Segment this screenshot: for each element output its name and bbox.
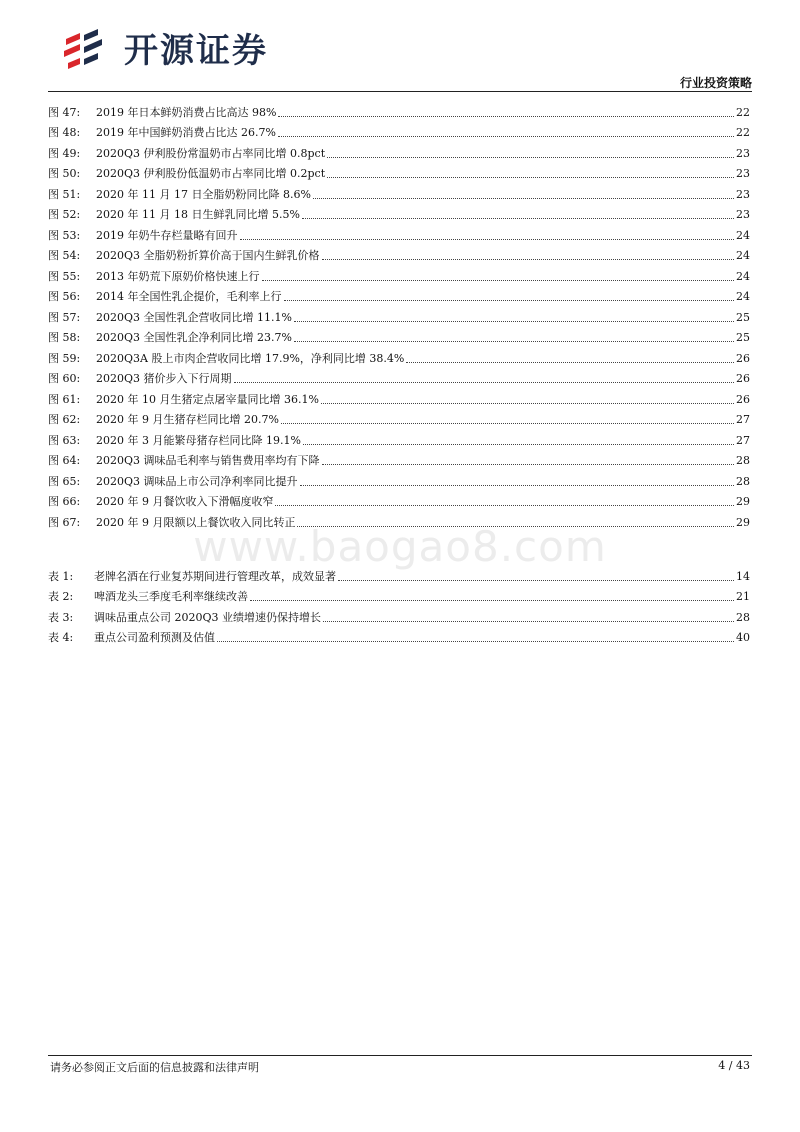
toc-entry-title: 2019 年中国鲜奶消费占比达 26.7% xyxy=(96,126,276,139)
toc-entry-title: 2019 年日本鲜奶消费占比高达 98% xyxy=(96,105,277,119)
figure-toc-entry[interactable] xyxy=(48,99,750,120)
toc-entry-page: 24 xyxy=(736,249,750,262)
toc-dot-leader xyxy=(338,580,734,581)
toc-entry-title: 2020 年 11 月 17 日全脂奶粉同比降 8.6% xyxy=(96,187,311,201)
toc-entry-label: 图 55: xyxy=(48,269,81,283)
toc-entry-label: 图 48: xyxy=(48,126,81,139)
toc-entry-page: 26 xyxy=(736,351,750,365)
toc-dot-leader xyxy=(300,485,734,486)
toc-entry-label: 图 66: xyxy=(48,495,81,508)
toc-entry-page: 28 xyxy=(736,474,750,488)
table-toc-entry[interactable] xyxy=(48,625,750,646)
toc-dot-leader xyxy=(250,600,734,601)
toc-entry-page: 26 xyxy=(736,392,750,406)
toc-entry-page: 23 xyxy=(736,167,750,180)
toc-dot-leader xyxy=(302,218,734,219)
toc-entry-page: 28 xyxy=(736,454,750,467)
toc-dot-leader xyxy=(262,280,735,281)
toc-entry-title: 2020Q3 全国性乳企营收同比增 11.1% xyxy=(96,310,292,324)
toc-dot-leader xyxy=(327,177,734,178)
toc-dot-leader xyxy=(281,423,734,424)
toc-entry-page: 27 xyxy=(736,413,750,426)
toc-entry-label: 图 63: xyxy=(48,433,81,447)
toc-entry-label: 图 62: xyxy=(48,413,81,426)
toc-dot-leader xyxy=(275,505,734,506)
toc-entry-label: 图 60: xyxy=(48,372,81,385)
page-number: 4 / 43 xyxy=(718,1059,750,1072)
toc-entry-label: 图 64: xyxy=(48,454,81,467)
toc-entry-label: 图 58: xyxy=(48,331,81,344)
toc-entry-page: 26 xyxy=(736,372,750,385)
toc-entry-page: 22 xyxy=(736,126,750,139)
toc-entry-label: 图 61: xyxy=(48,392,81,406)
toc-entry-title: 老牌名酒在行业复苏期间进行管理改革，成效显著 xyxy=(94,569,336,583)
figure-toc-entry[interactable] xyxy=(48,263,750,284)
toc-entry-label: 图 67: xyxy=(48,515,81,529)
toc-entry-title: 调味品重点公司 2020Q3 业绩增速仍保持增长 xyxy=(94,610,322,624)
toc-dot-leader xyxy=(278,116,734,117)
toc-entry-label: 图 56: xyxy=(48,290,81,303)
toc-entry-label: 图 51: xyxy=(48,187,81,201)
toc-entry-label: 图 59: xyxy=(48,351,81,365)
toc-entry-title: 重点公司盈利预测及估值 xyxy=(94,631,215,644)
toc-entry-label: 表 3: xyxy=(48,610,74,624)
toc-entry-label: 图 50: xyxy=(48,167,81,180)
toc-entry-label: 图 52: xyxy=(48,208,81,221)
toc-entry-label: 图 49: xyxy=(48,146,81,160)
toc-dot-leader xyxy=(294,341,734,342)
figure-toc-entry[interactable] xyxy=(48,202,750,223)
figure-toc-entry[interactable] xyxy=(48,427,750,448)
toc-entry-page: 25 xyxy=(736,331,750,344)
toc-dot-leader xyxy=(240,239,735,240)
toc-dot-leader xyxy=(284,300,735,301)
toc-entry-page: 24 xyxy=(736,269,750,283)
toc-entry-title: 2020Q3 全脂奶粉折算价高于国内生鲜乳价格 xyxy=(96,249,320,262)
toc-entry-label: 图 53: xyxy=(48,228,81,242)
toc-entry-title: 2020Q3 猪价步入下行周期 xyxy=(96,372,232,385)
toc-dot-leader xyxy=(217,641,734,642)
footer-divider xyxy=(48,1055,752,1056)
toc-entry-label: 图 47: xyxy=(48,105,81,119)
toc-entry-title: 2020 年 11 月 18 日生鲜乳同比增 5.5% xyxy=(96,208,300,221)
toc-entry-page: 40 xyxy=(736,631,750,644)
table-toc-entry[interactable] xyxy=(48,584,750,605)
toc-entry-title: 2020 年 9 月生猪存栏同比增 20.7% xyxy=(96,413,279,426)
logo-text: 开源证券 xyxy=(124,30,268,71)
figure-toc-entry[interactable] xyxy=(48,386,750,407)
toc-entry-page: 21 xyxy=(736,590,750,603)
toc-entry-title: 啤酒龙头三季度毛利率继续改善 xyxy=(94,590,248,603)
figure-toc-entry[interactable] xyxy=(48,222,750,243)
toc-dot-leader xyxy=(234,382,734,383)
toc-entry-title: 2019 年奶牛存栏量略有回升 xyxy=(96,228,238,242)
logo-mark-icon xyxy=(62,25,114,69)
figure-toc-entry[interactable] xyxy=(48,304,750,325)
table-toc-entry[interactable] xyxy=(48,604,750,625)
toc-entry-page: 22 xyxy=(736,105,750,119)
toc-entry-label: 图 57: xyxy=(48,310,81,324)
figure-toc-entry[interactable] xyxy=(48,489,750,510)
toc-entry-page: 29 xyxy=(736,495,750,508)
figure-toc-entry[interactable] xyxy=(48,243,750,264)
figure-toc-entry[interactable] xyxy=(48,284,750,305)
figure-toc-entry[interactable] xyxy=(48,140,750,161)
toc-dot-leader xyxy=(294,321,734,322)
figure-toc-entry[interactable] xyxy=(48,161,750,182)
toc-entry-title: 2020 年 9 月限额以上餐饮收入同比转正 xyxy=(96,515,296,529)
company-logo xyxy=(62,24,268,70)
toc-dot-leader xyxy=(321,403,734,404)
toc-entry-page: 24 xyxy=(736,228,750,242)
toc-entry-title: 2020Q3 伊利股份常温奶市占率同比增 0.8pct xyxy=(96,146,326,160)
toc-entry-page: 23 xyxy=(736,187,750,201)
toc-dot-leader xyxy=(303,444,734,445)
toc-entry-title: 2020Q3 调味品毛利率与销售费用率均有下降 xyxy=(96,454,320,467)
toc-entry-label: 表 4: xyxy=(48,631,74,644)
figure-toc-entry[interactable] xyxy=(48,120,750,141)
toc-entry-page: 23 xyxy=(736,146,750,160)
toc-dot-leader xyxy=(278,136,734,137)
toc-entry-title: 2020 年 10 月生猪定点屠宰量同比增 36.1% xyxy=(96,392,319,406)
toc-entry-title: 2020Q3 调味品上市公司净利率同比提升 xyxy=(96,474,298,488)
figure-toc-entry[interactable] xyxy=(48,468,750,489)
toc-dot-leader xyxy=(327,157,734,158)
toc-entry-title: 2020Q3A 股上市肉企营收同比增 17.9%，净利同比增 38.4% xyxy=(96,351,405,365)
toc-entry-title: 2020 年 3 月能繁母猪存栏同比降 19.1% xyxy=(96,433,301,447)
header-divider xyxy=(48,91,752,92)
toc-entry-title: 2013 年奶荒下原奶价格快速上行 xyxy=(96,269,260,283)
toc-entry-page: 29 xyxy=(736,515,750,529)
toc-entry-page: 27 xyxy=(736,433,750,447)
toc-entry-label: 表 2: xyxy=(48,590,74,603)
toc-entry-label: 图 65: xyxy=(48,474,81,488)
figure-toc xyxy=(48,99,750,530)
table-toc xyxy=(48,563,750,645)
toc-entry-title: 2020 年 9 月餐饮收入下滑幅度收窄 xyxy=(96,495,274,508)
toc-entry-page: 25 xyxy=(736,310,750,324)
toc-dot-leader xyxy=(323,621,734,622)
figure-toc-entry[interactable] xyxy=(48,366,750,387)
figure-toc-entry[interactable] xyxy=(48,407,750,428)
toc-entry-title: 2020Q3 全国性乳企净利同比增 23.7% xyxy=(96,331,292,344)
toc-entry-page: 28 xyxy=(736,610,750,624)
toc-entry-title: 2020Q3 伊利股份低温奶市占率同比增 0.2pct xyxy=(96,167,326,180)
toc-dot-leader xyxy=(322,259,734,260)
figure-toc-entry[interactable] xyxy=(48,181,750,202)
toc-dot-leader xyxy=(313,198,734,199)
toc-entry-page: 14 xyxy=(736,569,750,583)
figure-toc-entry[interactable] xyxy=(48,448,750,469)
toc-dot-leader xyxy=(322,464,734,465)
toc-entry-title: 2014 年全国性乳企提价，毛利率上行 xyxy=(96,290,282,303)
figure-toc-entry[interactable] xyxy=(48,325,750,346)
figure-toc-entry[interactable] xyxy=(48,345,750,366)
report-category: 行业投资策略 xyxy=(679,76,752,90)
table-toc-entry[interactable] xyxy=(48,563,750,584)
toc-dot-leader xyxy=(406,362,734,363)
footer-disclaimer: 请务必参阅正文后面的信息披露和法律声明 xyxy=(50,1061,259,1074)
figure-toc-entry[interactable] xyxy=(48,509,750,530)
toc-entry-label: 图 54: xyxy=(48,249,81,262)
toc-entry-page: 23 xyxy=(736,208,750,221)
watermark: www.baogao8.com xyxy=(193,522,607,571)
toc-dot-leader xyxy=(297,526,734,527)
toc-entry-label: 表 1: xyxy=(48,569,74,583)
toc-entry-page: 24 xyxy=(736,290,750,303)
